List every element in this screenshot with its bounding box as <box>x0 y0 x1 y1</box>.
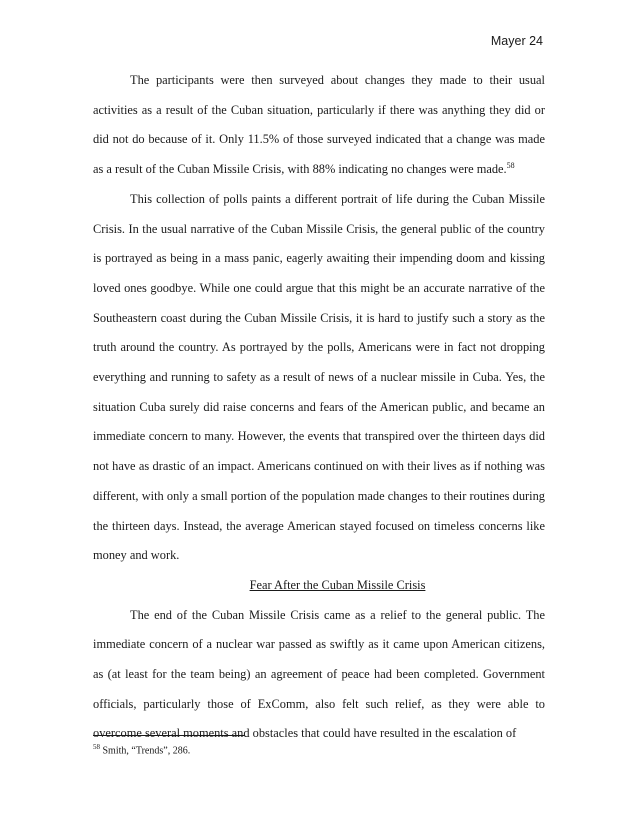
footnote-text: Smith, “Trends”, 286. <box>102 745 191 757</box>
body-text <box>93 66 545 749</box>
footnote-58 <box>93 743 190 756</box>
paragraph-3: The end of the Cuban Missile Crisis came as a relief to the general public. The immediate concern of a nuclear war passed as swiftly as it came upon American citizens, as (at least for the team being) an agreement of peace had been completed. Government officials, particularly those of ExComm, also felt such relief, as they were able to overcome several moments and obstacles that could have resulted in the escalation of <box>93 607 545 741</box>
running-head: Mayer 24 <box>490 34 543 48</box>
footnote-divider <box>93 735 245 736</box>
section-heading: Fear After the Cuban Missile Crisis <box>249 577 426 592</box>
paragraph-2: This collection of polls paints a different portrait of life during the Cuban Missile Crisis. In the usual narrative of the Cuban Missile Crisis, the general public of the country is portrayed as being in a mass panic, eagerly awaiting their impending doom and kissing loved ones goodbye. While one could argue that this might be an accurate narrative of the Southeastern coast during the Cuban Missile Crisis, it is hard to justify such a story as the truth around the country. As portrayed by the polls, Americans were in fact not dropping everything and running to safety as a result of news of a nuclear missile in Cuba. Yes, the situation Cuba surely did raise concerns and fears of the American public, and became an immediate concern to many. However, the events that transpired over the thirteen days did not have as drastic of an impact. Americans continued on with their lives as if nothing was different, with only a small portion of the population made changes to their routines during the thirteen days. Instead, the average American stayed focused on timeless concerns like money and work. <box>93 191 545 563</box>
paragraph-1-text: The participants were then surveyed about changes they made to their usual activities as a result of the Cuban situation, particularly if there was anything they did or did not do because of it. Only 11.5% of those surveyed indicated that a change was made as a result of the Cuban Missile Crisis, with 88% indicating no changes were made. <box>93 73 545 177</box>
paragraph-1 <box>93 66 545 185</box>
footnote-ref-58: 58 <box>506 160 515 170</box>
footnote-number: 58 <box>93 743 100 751</box>
